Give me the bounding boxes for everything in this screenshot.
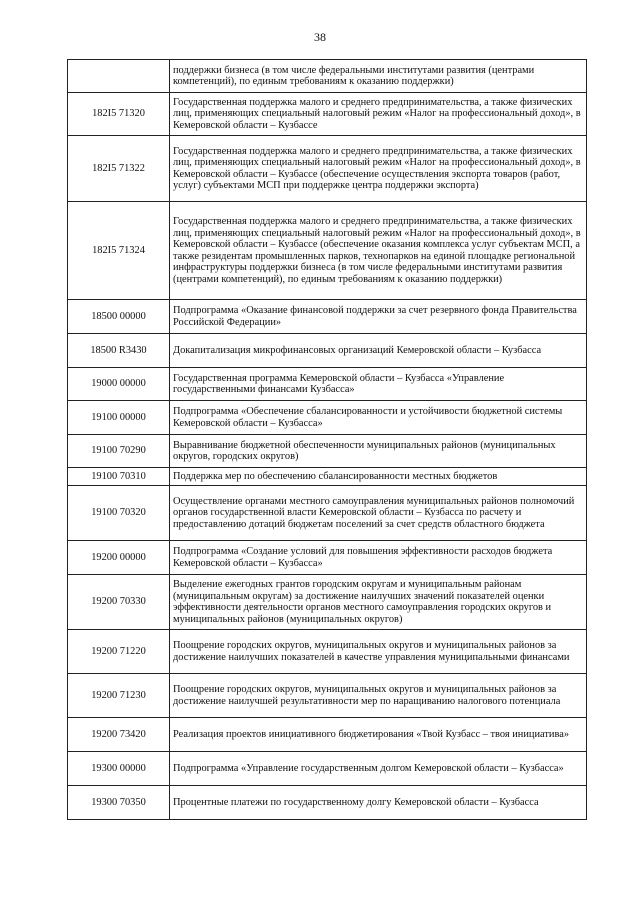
- page-number: 38: [314, 30, 326, 44]
- table-row: [68, 136, 587, 202]
- row-code: 19300 00000: [68, 752, 170, 786]
- row-code: 19200 70330: [68, 575, 170, 630]
- row-code: 19100 70320: [68, 486, 170, 541]
- row-code: [68, 60, 170, 93]
- table-row: [68, 674, 587, 718]
- row-description: Выделение ежегодных грантов городским округам и муниципальным районам (муниципальным округам) за достижение наилучших значений показателей оценки эффективности деятельности органов местного самоуправления городских округов и муниципальных районов (муниципальных округов): [170, 575, 587, 630]
- table-row: [68, 300, 587, 334]
- row-code: 19100 70290: [68, 435, 170, 468]
- table-row: [68, 468, 587, 486]
- row-description: Подпрограмма «Управление государственным долгом Кемеровской области – Кузбасса»: [170, 752, 587, 786]
- table-row: [68, 752, 587, 786]
- row-description: Реализация проектов инициативного бюджетирования «Твой Кузбасс – твоя инициатива»: [170, 718, 587, 752]
- row-code: 19200 71220: [68, 630, 170, 674]
- row-description: Поощрение городских округов, муниципальных округов и муниципальных районов за достижение наилучшей результативности мер по наращиванию налогового потенциала: [170, 674, 587, 718]
- row-description: поддержки бизнеса (в том числе федеральными институтами развития (центрами компетенций), по единым требованиям к оказанию поддержки): [170, 60, 587, 93]
- row-description: Докапитализация микрофинансовых организаций Кемеровской области – Кузбасса: [170, 334, 587, 368]
- row-description: Государственная поддержка малого и среднего предпринимательства, а также физических лиц, применяющих специальный налоговый режим «Налог на профессиональный доход», в Кемеровской области – Кузбассе: [170, 93, 587, 136]
- row-description: Процентные платежи по государственному долгу Кемеровской области – Кузбасса: [170, 786, 587, 820]
- row-description: Подпрограмма «Оказание финансовой поддержки за счет резервного фонда Правительства Российской Федерации»: [170, 300, 587, 334]
- row-code: 18500 00000: [68, 300, 170, 334]
- row-code: 182I5 71322: [68, 136, 170, 202]
- table-row: [68, 575, 587, 630]
- row-description: Поддержка мер по обеспечению сбалансированности местных бюджетов: [170, 468, 587, 486]
- table-row: [68, 486, 587, 541]
- table-row: [68, 368, 587, 401]
- row-description: Поощрение городских округов, муниципальных округов и муниципальных районов за достижение наилучших показателей в качестве управления муниципальными финансами: [170, 630, 587, 674]
- table-row: [68, 541, 587, 575]
- table-row: [68, 60, 587, 93]
- table-row: [68, 334, 587, 368]
- row-code: 18500 R3430: [68, 334, 170, 368]
- row-code: 182I5 71320: [68, 93, 170, 136]
- table-row: [68, 93, 587, 136]
- row-code: 19200 71230: [68, 674, 170, 718]
- row-code: 19200 73420: [68, 718, 170, 752]
- row-description: Осуществление органами местного самоуправления муниципальных районов полномочий органов государственной власти Кемеровской области – Кузбасса по расчету и предоставлению дотаций бюджетам поселений за счет средств областного бюджета: [170, 486, 587, 541]
- row-code: 19100 70310: [68, 468, 170, 486]
- table-row: [68, 401, 587, 435]
- table-row: [68, 202, 587, 300]
- row-description: Государственная поддержка малого и среднего предпринимательства, а также физических лиц, применяющих специальный налоговый режим «Налог на профессиональный доход», в Кемеровской области – Кузбассе (обеспечение осуществления экспорта товаров (работ, услуг) субъектами МСП при поддержке центра поддержки экспорта): [170, 136, 587, 202]
- row-code: 182I5 71324: [68, 202, 170, 300]
- row-code: 19300 70350: [68, 786, 170, 820]
- table-row: [68, 630, 587, 674]
- table-row: [68, 786, 587, 820]
- row-code: 19200 00000: [68, 541, 170, 575]
- row-description: Государственная программа Кемеровской области – Кузбасса «Управление государственными финансами Кузбасса»: [170, 368, 587, 401]
- table-row: [68, 718, 587, 752]
- row-description: Государственная поддержка малого и среднего предпринимательства, а также физических лиц, применяющих специальный налоговый режим «Налог на профессиональный доход», в Кемеровской области – Кузбассе (обеспечение оказания комплекса услуг субъектам МСП, а также резидентам промышленных парков, технопарков на единой площадке региональной инфраструктуры поддержки бизнеса (в том числе федеральными институтами развития (центрами компетенций), по единым требованиям к оказанию поддержки): [170, 202, 587, 300]
- row-code: 19100 00000: [68, 401, 170, 435]
- budget-classification-table: [67, 59, 587, 820]
- row-code: 19000 00000: [68, 368, 170, 401]
- row-description: Подпрограмма «Обеспечение сбалансированности и устойчивости бюджетной системы Кемеровской области – Кузбасса»: [170, 401, 587, 435]
- table-row: [68, 435, 587, 468]
- row-description: Подпрограмма «Создание условий для повышения эффективности расходов бюджета Кемеровской области – Кузбасса»: [170, 541, 587, 575]
- row-description: Выравнивание бюджетной обеспеченности муниципальных районов (муниципальных округов, городских округов): [170, 435, 587, 468]
